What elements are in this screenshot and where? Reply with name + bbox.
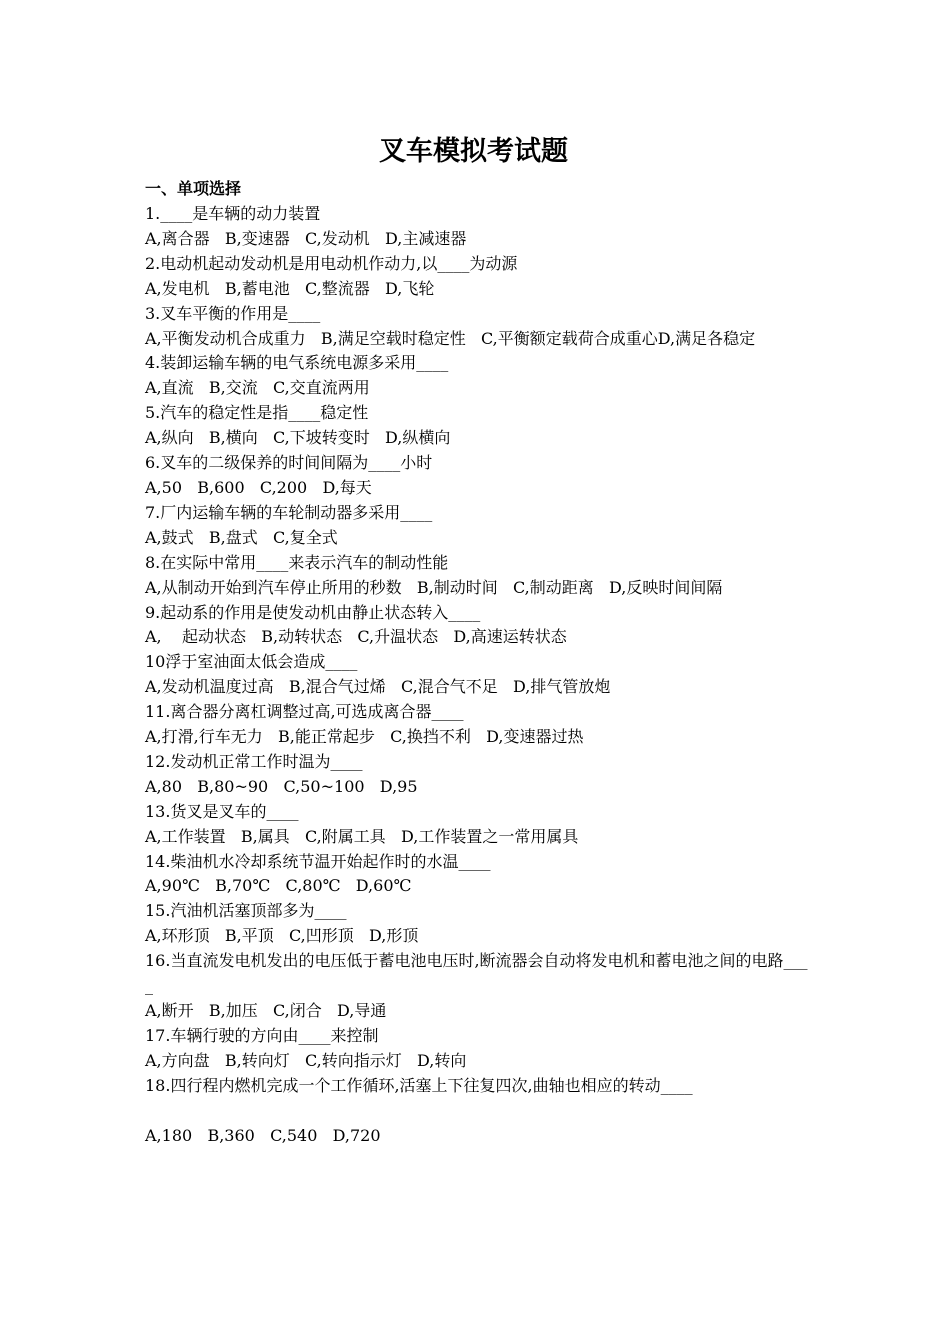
question-text: 18.四行程内燃机完成一个工作循环,活塞上下往复四次,曲轴也相应的转动____ <box>145 1075 693 1095</box>
question-options: A,从制动开始到汽车停止所用的秒数 B,制动时间 C,制动距离 D,反映时间间隔 <box>145 577 723 597</box>
question-text: 2.电动机起动发动机是用电动机作动力,以____为动源 <box>145 253 518 273</box>
question-item <box>145 202 810 252</box>
question-options: A,180 B,360 C,540 D,720 <box>145 1125 381 1145</box>
question-item <box>145 551 810 601</box>
question-item <box>145 401 810 451</box>
question-text: 17.车辆行驶的方向由____来控制 <box>145 1025 379 1045</box>
question-item <box>145 949 810 1024</box>
question-item <box>145 451 810 501</box>
question-options: A,发动机温度过高 B,混合气过烯 C,混合气不足 D,排气管放炮 <box>145 677 611 697</box>
question-item <box>145 501 810 551</box>
question-item <box>145 1024 810 1074</box>
question-text: 3.叉车平衡的作用是____ <box>145 303 321 323</box>
question-options: A,方向盘 B,转向灯 C,转向指示灯 D,转向 <box>145 1050 467 1070</box>
question-text: 9.起动系的作用是使发动机由静止状态转入____ <box>145 602 481 622</box>
blank-line <box>145 1099 810 1124</box>
question-options: A,断开 B,加压 C,闭合 D,导通 <box>145 1001 387 1020</box>
question-item <box>145 750 810 800</box>
question-options: A,离合器 B,变速器 C,发动机 D,主减速器 <box>145 228 467 248</box>
page-title: 叉车模拟考试题 <box>379 136 568 167</box>
question-options: A,打滑,行车无力 B,能正常起步 C,换挡不利 D,变速器过热 <box>145 727 584 747</box>
section-heading: 一、单项选择 <box>145 179 242 198</box>
question-text: 7.厂内运输车辆的车轮制动器多采用____ <box>145 502 433 522</box>
question-item <box>145 601 810 651</box>
question-text: 15.汽油机活塞顶部多为____ <box>145 901 347 921</box>
question-options: A,工作装置 B,属具 C,附属工具 D,工作装置之一常用属具 <box>145 826 579 846</box>
question-text: 8.在实际中常用____来表示汽车的制动性能 <box>145 552 449 572</box>
question-text: 10浮于室油面太低会造成____ <box>145 652 358 672</box>
question-options: A,环形顶 B,平顶 C,凹形顶 D,形顶 <box>145 926 419 946</box>
question-options: A,纵向 B,横向 C,下坡转变时 D,纵横向 <box>145 428 451 448</box>
question-text: 16.当直流发电机发出的电压低于蓄电池电压时,断流器会自动将发电机和蓄电池之间的电路____ <box>145 951 808 996</box>
question-item <box>145 351 810 401</box>
question-item <box>145 700 810 750</box>
question-options: A,90℃ B,70℃ C,80℃ D,60℃ <box>145 876 412 896</box>
question-list <box>145 202 810 1149</box>
question-text: 11.离合器分离杠调整过高,可选成离合器____ <box>145 702 464 722</box>
question-options: A,发电机 B,蓄电池 C,整流器 D,飞轮 <box>145 278 435 298</box>
question-item <box>145 252 810 302</box>
document-page <box>145 132 810 1149</box>
question-item <box>145 850 810 900</box>
question-options: A,直流 B,交流 C,交直流两用 <box>145 378 370 398</box>
question-text: 14.柴油机水冷却系统节温开始起作时的水温____ <box>145 851 491 871</box>
question-text: 12.发动机正常工作时温为____ <box>145 751 363 771</box>
question-text: 5.汽车的稳定性是指____稳定性 <box>145 403 369 423</box>
question-item <box>145 650 810 700</box>
question-item <box>145 1074 810 1149</box>
question-options: A, 起动状态 B,动转状态 C,升温状态 D,高速运转状态 <box>145 627 567 647</box>
question-options: A,50 B,600 C,200 D,每天 <box>145 477 372 497</box>
question-item <box>145 800 810 850</box>
question-text: 1.____是车辆的动力装置 <box>145 204 321 223</box>
question-text: 6.叉车的二级保养的时间间隔为____小时 <box>145 453 433 473</box>
question-options: A,鼓式 B,盘式 C,复全式 <box>145 527 338 547</box>
question-options: A,80 B,80~90 C,50~100 D,95 <box>145 776 418 796</box>
question-item <box>145 302 810 352</box>
question-item <box>145 899 810 949</box>
question-options: A,平衡发动机合成重力 B,满足空载时稳定性 C,平衡额定载荷合成重心D,满足各稳定 <box>145 328 756 348</box>
question-text: 13.货叉是叉车的____ <box>145 801 299 821</box>
question-text: 4.装卸运输车辆的电气系统电源多采用____ <box>145 353 449 373</box>
